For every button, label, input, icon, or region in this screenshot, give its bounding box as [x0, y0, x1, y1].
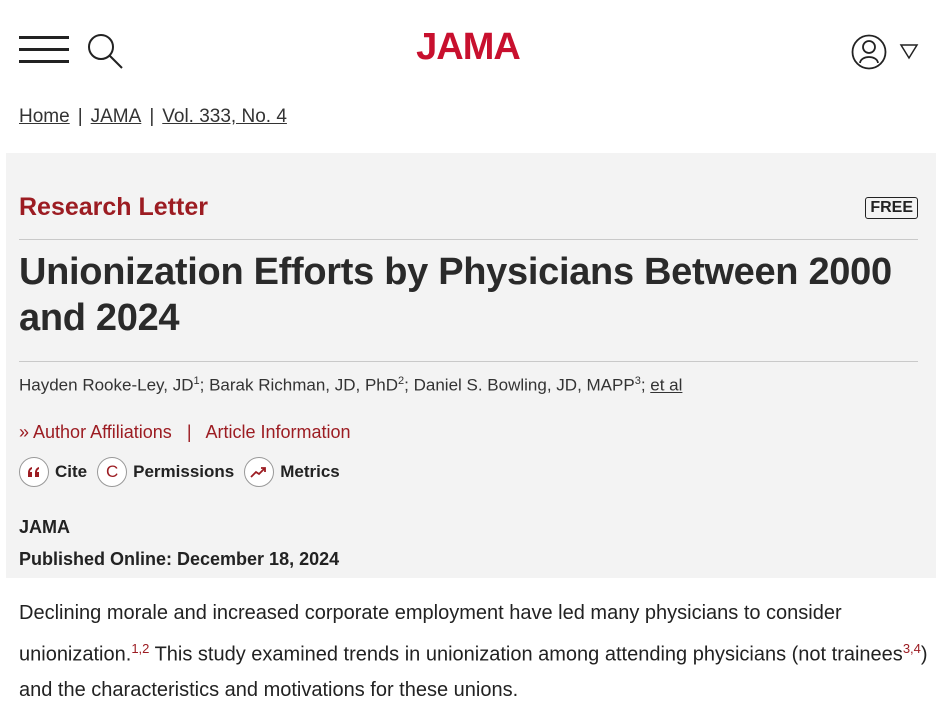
- body-text: ) and the characteristics and motivations for these unions.: [19, 643, 928, 701]
- divider: [19, 361, 918, 362]
- author-ref: 3: [634, 375, 641, 387]
- journal-name: JAMA: [19, 517, 71, 537]
- reference-link[interactable]: 1,2: [131, 641, 150, 656]
- breadcrumb-separator: |: [149, 106, 155, 127]
- trending-up-icon: [244, 457, 274, 487]
- cite-button[interactable]: [19, 457, 87, 487]
- author-name[interactable]: Hayden Rooke-Ley, JD: [19, 375, 194, 395]
- body-text: Declining morale and increased corporate employment have led many physicians to consider unionization.: [19, 602, 842, 666]
- caret-down-icon[interactable]: [899, 42, 919, 60]
- cite-label: Cite: [55, 462, 88, 481]
- free-badge: FREE: [865, 197, 918, 219]
- author-affiliations-link[interactable]: Author Affiliations: [33, 422, 172, 442]
- top-bar: [0, 0, 936, 127]
- divider: [19, 239, 918, 240]
- breadcrumb-separator: |: [77, 106, 83, 127]
- author-ref: 1: [193, 375, 200, 387]
- copyright-icon: C: [97, 457, 127, 487]
- author-name[interactable]: Barak Richman, JD, PhD: [209, 375, 399, 395]
- breadcrumb-journal[interactable]: JAMA: [90, 106, 142, 127]
- body-text: This study examined trends in unionization among attending physicians (not trainees: [149, 643, 903, 666]
- author-name[interactable]: Daniel S. Bowling, JD, MAPP: [413, 375, 635, 395]
- article-actions: [19, 455, 350, 489]
- metrics-button[interactable]: [244, 457, 340, 487]
- breadcrumb-issue[interactable]: Vol. 333, No. 4: [162, 106, 287, 127]
- author-ref: 2: [398, 375, 405, 387]
- permissions-label: Permissions: [133, 462, 235, 481]
- breadcrumb: [19, 106, 287, 128]
- article-links: [19, 422, 351, 443]
- et-al-link[interactable]: et al: [650, 375, 683, 395]
- quote-icon: [19, 457, 49, 487]
- article-header-panel: [6, 153, 936, 578]
- article-type: Research Letter: [19, 193, 208, 221]
- article-title: Unionization Efforts by Physicians Between 2000 and 2024: [19, 251, 892, 339]
- metrics-label: Metrics: [280, 462, 340, 481]
- article-body: [19, 596, 934, 708]
- article-information-link[interactable]: Article Information: [205, 422, 351, 442]
- double-chevron-right-icon: »: [19, 422, 30, 442]
- breadcrumb-home[interactable]: Home: [19, 106, 70, 127]
- permissions-button[interactable]: [97, 457, 234, 487]
- user-icon[interactable]: [851, 34, 887, 70]
- published-date: Published Online: December 18, 2024: [19, 549, 340, 569]
- links-divider: |: [186, 422, 192, 442]
- jama-logo[interactable]: JAMA: [416, 26, 520, 68]
- reference-link[interactable]: 3,4: [902, 641, 921, 656]
- author-list: Hayden Rooke-Ley, $JD^1$; Barak Richman, JD, PhD$^2$; Daniel S. Bowling, JD, MAPP$^3$; et al: [19, 375, 683, 395]
